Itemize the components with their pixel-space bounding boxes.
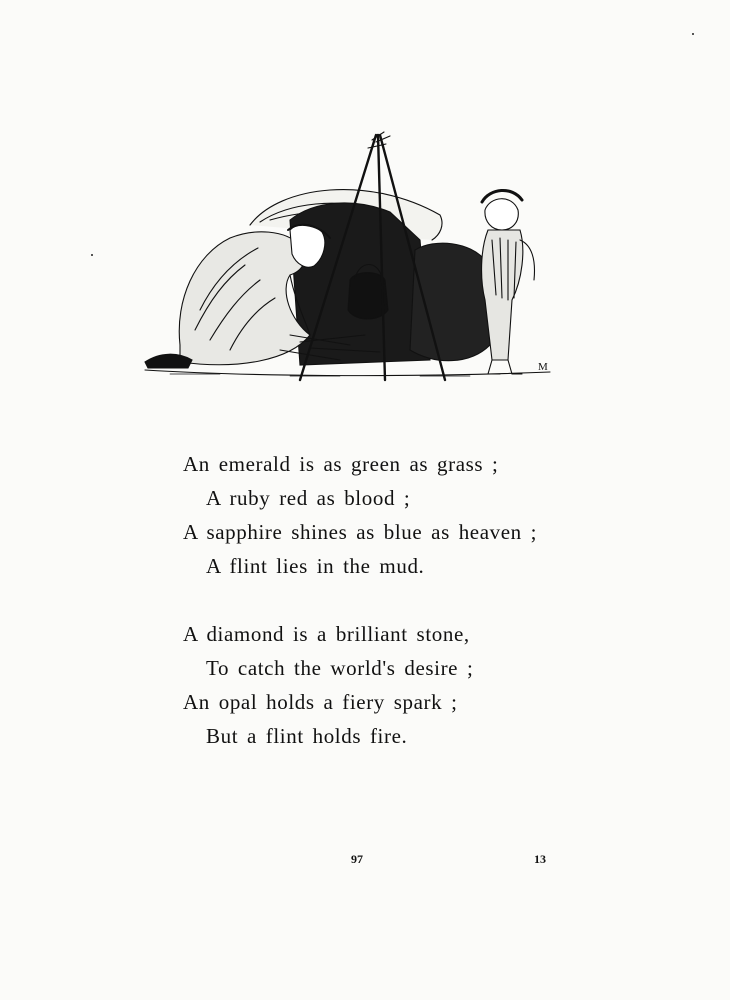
page-number: 97 <box>351 852 363 866</box>
poem-line: A sapphire shines as blue as heaven ; <box>183 520 538 544</box>
ink-speck <box>91 254 93 256</box>
artist-monogram: M <box>538 361 548 373</box>
poem-line: An emerald is as green as grass ; <box>183 452 499 476</box>
poem-stanza-1 <box>183 447 603 583</box>
poem <box>183 447 603 753</box>
poem-line: A flint lies in the mud. <box>206 554 425 578</box>
ink-speck <box>692 33 694 35</box>
poem-stanza-2 <box>183 617 603 753</box>
gypsy-camp-illustration <box>140 130 570 385</box>
poem-line: To catch the world's desire ; <box>206 656 474 680</box>
signature-mark: 13 <box>534 852 546 866</box>
poem-line: A diamond is a brilliant stone, <box>183 622 470 646</box>
poem-line: An opal holds a fiery spark ; <box>183 690 458 714</box>
poem-line: A ruby red as blood ; <box>206 486 411 510</box>
poem-line: But a flint holds fire. <box>206 724 408 748</box>
